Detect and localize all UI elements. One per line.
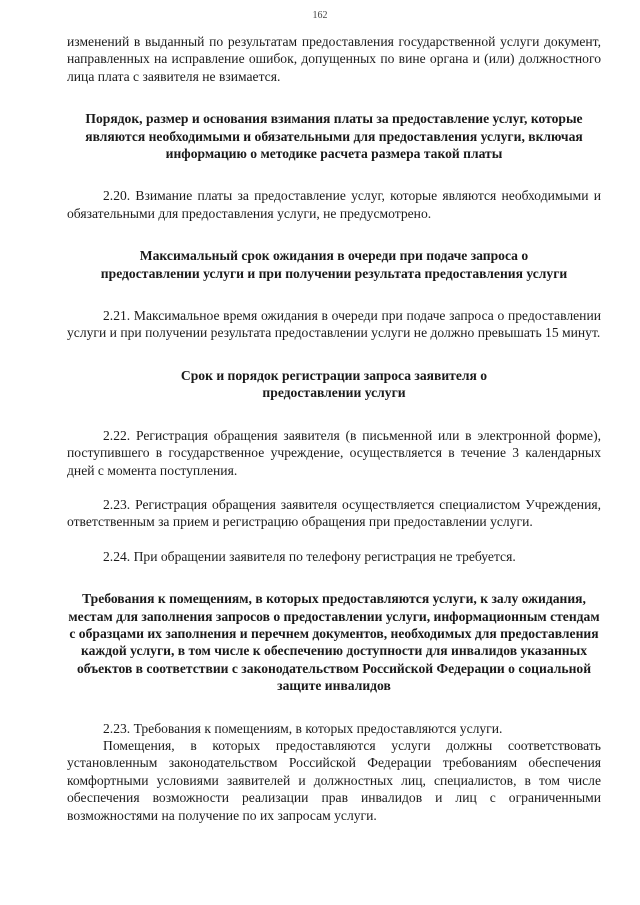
paragraph-2-21: 2.21. Максимальное время ожидания в очереди при подаче запроса о предоставлении услуги и при получении результата предоставлении услуги не должно превышать 15 минут.: [67, 308, 601, 341]
page-number: 162: [312, 10, 328, 21]
heading-premises: Требования к помещениям, в которых предоставляются услуги, к залу ожидания, местам для заполнения запросов о предоставлении услуги, информационным стендам с образцами их заполнения и перечнем документов, необходимых для предоставления каждой услуги, в том числе к обеспечению доступности для инвалидов указанных объектов в соответствии с законодательством Российской Федерации о социальной защите инвалидов: [68, 591, 600, 694]
heading-fee: Порядок, размер и основания взимания платы за предоставление услуг, которые являются необходимыми и обязательными для предоставления услуги, включая информацию о методике расчета размера такой платы: [85, 111, 583, 162]
heading-waiting-time: Максимальный срок ожидания в очереди при подаче запроса о предоставлении услуги и при получении результата предоставления услуги: [100, 248, 568, 281]
heading-registration: Срок и порядок регистрации запроса заявителя о предоставлении услуги: [180, 367, 488, 401]
paragraph-2-22: 2.22. Регистрация обращения заявителя (в письменной или в электронной форме), поступившего в государственное учреждение, осуществляется в течение 3 календарных дней с момента поступления.: [67, 427, 601, 478]
paragraph-2-24: 2.24. При обращении заявителя по телефону регистрация не требуется.: [103, 548, 516, 564]
document-body: [67, 33, 601, 824]
paragraph-premises-requirements: Помещения, в которых предоставляются услуги должны соответствовать установленным законодательством Российской Федерации требованиям обеспечения комфортными условиями заявителей и должностных лиц, специалистов, в том числе обеспечения возможности реализации прав инвалидов и лиц с ограниченными возможностями на получение по их запросам услуги.: [67, 737, 601, 823]
paragraph-2-23-premises: 2.23. Требования к помещениям, в которых предоставляются услуги.: [103, 720, 503, 736]
paragraph-2-20: 2.20. Взимание платы за предоставление услуг, которые являются необходимыми и обязательными для предоставления услуги, не предусмотрено.: [67, 188, 601, 221]
paragraph-2-23-registration: 2.23. Регистрация обращения заявителя осуществляется специалистом Учреждения, ответственным за прием и регистрацию обращения при предоставлении услуги.: [67, 496, 601, 530]
intro-paragraph: изменений в выданный по результатам предоставления государственной услуги документ, направленных на исправление ошибок, допущенных по вине органа и (или) должностного лица плата с заявителя не взимается.: [67, 34, 601, 84]
